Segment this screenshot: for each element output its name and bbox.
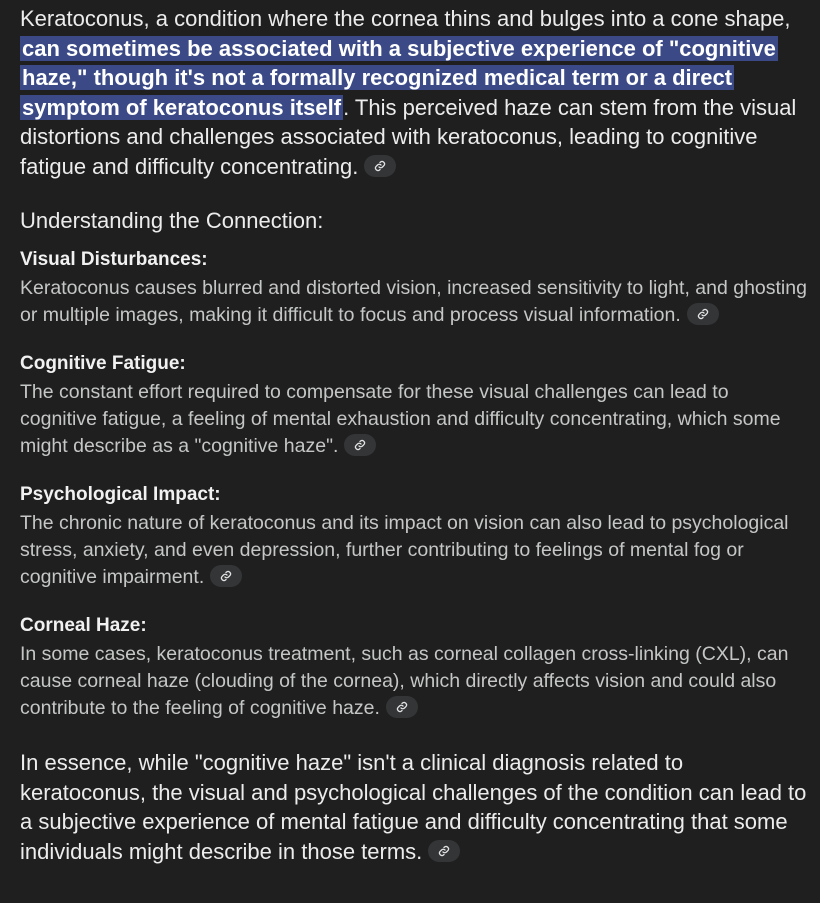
item-title: Visual Disturbances: (20, 249, 208, 270)
item-body-text: The constant effort required to compensate for these visual challenges can lead to cognitive fatigue, a feeling of mental exhaustion and difficulty concentrating, which some might describe as a "cognitive haze". (20, 381, 781, 457)
list-item (20, 613, 810, 722)
item-title: Psychological Impact: (20, 484, 221, 505)
source-link-chip[interactable] (687, 303, 719, 325)
source-link-chip[interactable] (428, 840, 460, 862)
link-icon (438, 845, 450, 857)
list-item (20, 482, 810, 591)
source-link-chip[interactable] (364, 155, 396, 177)
highlighted-text: can sometimes be associated with a subjective experience of "cognitive haze," though it's not a formally recognized medical term or a direct symptom of keratoconus itself (22, 35, 776, 120)
item-body (20, 275, 810, 329)
response-content (20, 4, 810, 866)
closing-paragraph (20, 748, 810, 866)
list-item (20, 351, 810, 460)
link-icon (354, 439, 366, 451)
item-title: Cognitive Fatigue: (20, 353, 186, 374)
item-body-text: The chronic nature of keratoconus and its impact on vision can also lead to psychological stress, anxiety, and even depression, further contributing to feelings of mental fog or cognitive impairment. (20, 512, 789, 588)
intro-paragraph (20, 4, 810, 181)
link-icon (396, 701, 408, 713)
list-item (20, 247, 810, 329)
item-body-text: In some cases, keratoconus treatment, such as corneal collagen cross-linking (CXL), can cause corneal haze (clouding of the cornea), which directly affects vision and could also contribute to the feeling of cognitive haze. (20, 643, 789, 719)
intro-text-before: Keratoconus, a condition where the cornea thins and bulges into a cone shape, (20, 6, 791, 31)
link-icon (697, 308, 709, 320)
item-body (20, 510, 810, 591)
intro-text-after: . This perceived haze can stem from the visual distortions and challenges associated with keratoconus, leading to cognitive fatigue and difficulty concentrating. (20, 94, 797, 179)
section-heading: Understanding the Connection: (20, 208, 324, 233)
item-title: Corneal Haze: (20, 615, 147, 636)
item-body-text: Keratoconus causes blurred and distorted vision, increased sensitivity to light, and ghosting or multiple images, making it difficult to focus and process visual information. (20, 277, 807, 326)
source-link-chip[interactable] (210, 565, 242, 587)
source-link-chip[interactable] (344, 434, 376, 456)
link-icon (220, 570, 232, 582)
source-link-chip[interactable] (386, 696, 418, 718)
item-body (20, 379, 810, 460)
closing-text: In essence, while "cognitive haze" isn't a clinical diagnosis related to keratoconus, the visual and psychological challenges of the condition can lead to a subjective experience of mental fatigue and difficulty concentrating that some individuals might describe in those terms. (20, 750, 807, 864)
link-icon (374, 160, 386, 172)
item-body (20, 641, 810, 722)
